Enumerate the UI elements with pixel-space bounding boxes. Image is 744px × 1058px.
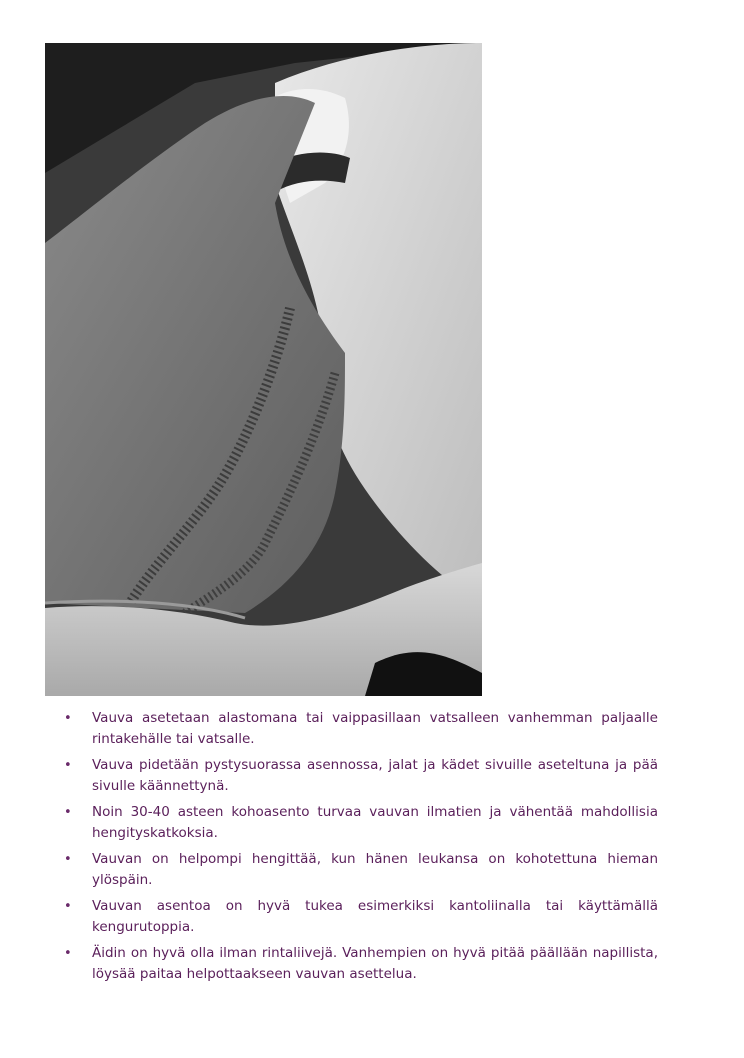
list-item-text: Vauvan asentoa on hyvä tukea esimerkiksi kantoliinalla tai käyttämällä kengurutoppia. — [92, 898, 658, 935]
list-item — [60, 708, 658, 750]
bullet-icon: • — [64, 758, 72, 773]
bullet-icon: • — [64, 899, 72, 914]
list-item-text: Vauva pidetään pystysuorassa asennossa, jalat ja kädet sivuille aseteltuna ja pää sivulle käännettynä. — [92, 757, 658, 794]
list-item — [60, 896, 658, 938]
list-item — [60, 849, 658, 891]
bullet-icon: • — [64, 852, 72, 867]
bullet-list — [60, 708, 658, 990]
list-item-text: Vauvan on helpompi hengittää, kun hänen leukansa on kohotettuna hieman ylöspäin. — [92, 851, 658, 888]
bullet-icon: • — [64, 711, 72, 726]
list-item-text: Vauva asetetaan alastomana tai vaippasillaan vatsalleen vanhemman paljaalle rintakehälle tai vatsalle. — [92, 710, 658, 747]
list-item-text: Noin 30-40 asteen kohoasento turvaa vauvan ilmatien ja vähentää mahdollisia hengityskatkoksia. — [92, 804, 658, 841]
bullet-icon: • — [64, 805, 72, 820]
list-item — [60, 943, 658, 985]
list-item-text: Äidin on hyvä olla ilman rintaliivejä. Vanhempien on hyvä pitää päällään napillista, löysää paitaa helpottaakseen vauvan asettelua. — [92, 945, 658, 982]
list-item — [60, 755, 658, 797]
photo-baby-in-shirt — [45, 43, 482, 696]
list-item — [60, 802, 658, 844]
bullet-icon: • — [64, 946, 72, 961]
photo-illustration — [45, 43, 482, 696]
